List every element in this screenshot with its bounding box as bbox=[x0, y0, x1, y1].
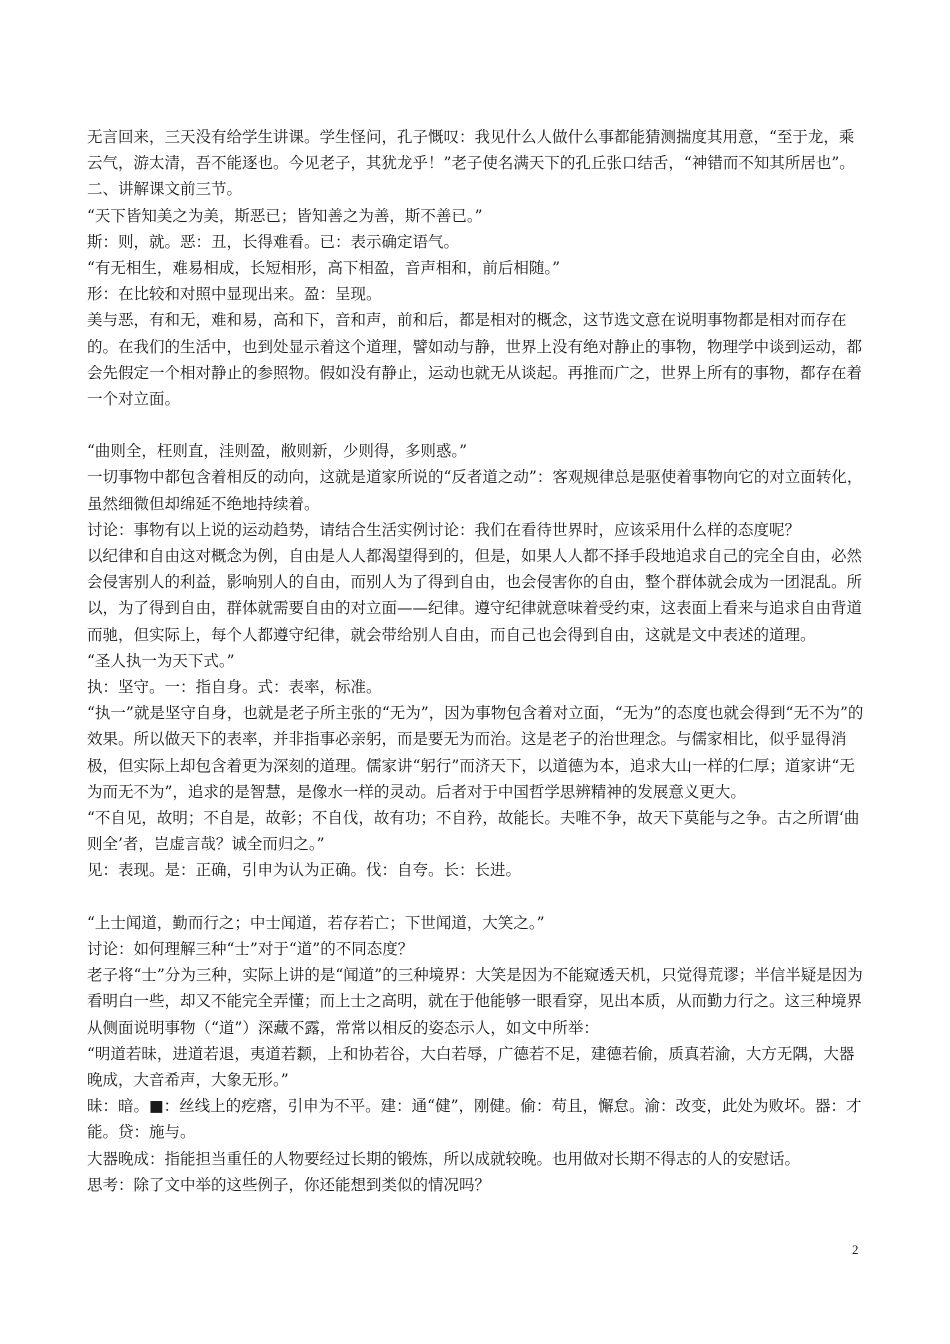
blank-line bbox=[87, 884, 867, 910]
paragraph: 大器晚成：指能担当重任的人物要经过长期的锻炼，所以成就较晚。也用做对长期不得志的人的安慰话。 bbox=[87, 1149, 801, 1168]
paragraph: 执：坚守。一：指自身。式：表率，标准。 bbox=[87, 678, 382, 697]
paragraph: “不自见，故明；不自是，故彰；不自伐，故有功；不自矜，故能长。夫唯不争，故天下莫能与之争。古之所谓‘曲则全’者，岂虚言哉？诚全而归之。” bbox=[87, 809, 860, 854]
paragraph: 思考：除了文中举的这些例子，你还能想到类似的情况吗？ bbox=[87, 1175, 491, 1194]
paragraph: 形：在比较和对照中显现出来。盈：呈现。 bbox=[87, 285, 382, 304]
paragraph: 昧：暗。■：丝线上的疙瘩，引申为不平。建：通“健”，刚健。偷：苟且，懈怠。渝：改变，此处为败坏。器：才能。贷：施与。 bbox=[87, 1097, 862, 1142]
blank-line bbox=[87, 412, 867, 438]
paragraph: 二、讲解课文前三节。 bbox=[87, 180, 243, 199]
paragraph: 无言回来，三天没有给学生讲课。学生怪问，孔子慨叹：我见什么人做什么事都能猜测揣度其用意，“至于龙，乘云气，游太清，吾不能逐也。今见老子，其犹龙乎！”老子使名满天下的孔丘张口结舌，“神错而不知其所居也”。 bbox=[87, 128, 855, 173]
paragraph: “圣人执一为天下式。” bbox=[87, 651, 235, 670]
paragraph: “明道若昧，进道若退，夷道若颣，上和协若谷，大白若辱，广德若不足，建德若偷，质真若渝，大方无隅，大器晚成，大音希声，大象无形。” bbox=[87, 1044, 855, 1089]
paragraph: 美与恶，有和无，难和易，高和下，音和声，前和后，都是相对的概念，这节选文意在说明事物都是相对而存在的。在我们的生活中，也到处显示着这个道理，譬如动与静，世界上没有绝对静止的事物，物理学中谈到运动，都会先假定一个相对静止的参照物。假如没有静止，运动也就无从谈起。再推而广之，世界上所有的事物，都存在着一个对立面。 bbox=[87, 311, 863, 409]
paragraph: “曲则全，枉则直，洼则盈，敝则新，少则得，多则惑。” bbox=[87, 442, 468, 461]
paragraph: 老子将“士”分为三种，实际上讲的是“闻道”的三种境界：大笑是因为不能窥透天机，只觉得荒谬；半信半疑是因为看明白一些，却又不能完全弄懂；而上士之高明，就在于他能够一眼看穿，见出本质，从而勤力行之。这三种境界从侧面说明事物（“道”）深藏不露，常常以相反的姿态示人，如文中所举： bbox=[87, 966, 863, 1037]
paragraph: 以纪律和自由这对概念为例，自由是人人都渴望得到的，但是，如果人人都不择手段地追求自己的完全自由，必然会侵害别人的利益，影响别人的自由，而别人为了得到自由，也会侵害你的自由，整个群体就会成为一团混乱。所以，为了得到自由，群体就需要自由的对立面——纪律。遵守纪律就意味着受约束，这表面上看来与追求自由背道而驰，但实际上，每个人都遵守纪律，就会带给别人自由，而自己也会得到自由，这就是文中表述的道理。 bbox=[87, 547, 863, 644]
paragraph: 讨论：事物有以上说的运动趋势，请结合生活实例讨论：我们在看待世界时，应该采用什么样的态度呢？ bbox=[87, 520, 801, 539]
paragraph: “有无相生，难易相成，长短相形，高下相盈，音声相和，前后相随。” bbox=[87, 259, 561, 278]
paragraph: 一切事物中都包含着相反的动向，这就是道家所说的“反者道之动”：客观规律总是驱使着事物向它的对立面转化，虽然细微但却绵延不绝地持续着。 bbox=[87, 468, 863, 513]
body-text bbox=[87, 124, 867, 1198]
paragraph: “执一”就是坚守自身，也就是老子所主张的“无为”，因为事物包含着对立面，“无为”的态度也就会得到“无不为”的效果。所以做天下的表率，并非指事必亲躬，而是要无为而治。这是老子的治世理念。与儒家相比，似乎显得消极，但实际上却包含着更为深刻的道理。儒家讲“躬行”而济天下，以道德为本，追求大山一样的仁厚；道家讲“无为而无不为”，追求的是智慧，是像水一样的灵动。后者对于中国哲学思辨精神的发展意义更大。 bbox=[87, 704, 864, 801]
paragraph: “天下皆知美之为美，斯恶已；皆知善之为善，斯不善已。” bbox=[87, 206, 483, 225]
paragraph: 斯：则，就。恶：丑，长得难看。已：表示确定语气。 bbox=[87, 232, 460, 251]
paragraph: “上士闻道，勤而行之；中士闻道，若存若亡；下世闻道，大笑之。” bbox=[87, 913, 545, 932]
paragraph: 见：表现。是：正确，引申为认为正确。伐：自夸。长：长进。 bbox=[87, 861, 522, 880]
page-number: 2 bbox=[852, 1242, 859, 1257]
paragraph: 讨论：如何理解三种“士”对于“道”的不同态度？ bbox=[87, 939, 414, 958]
